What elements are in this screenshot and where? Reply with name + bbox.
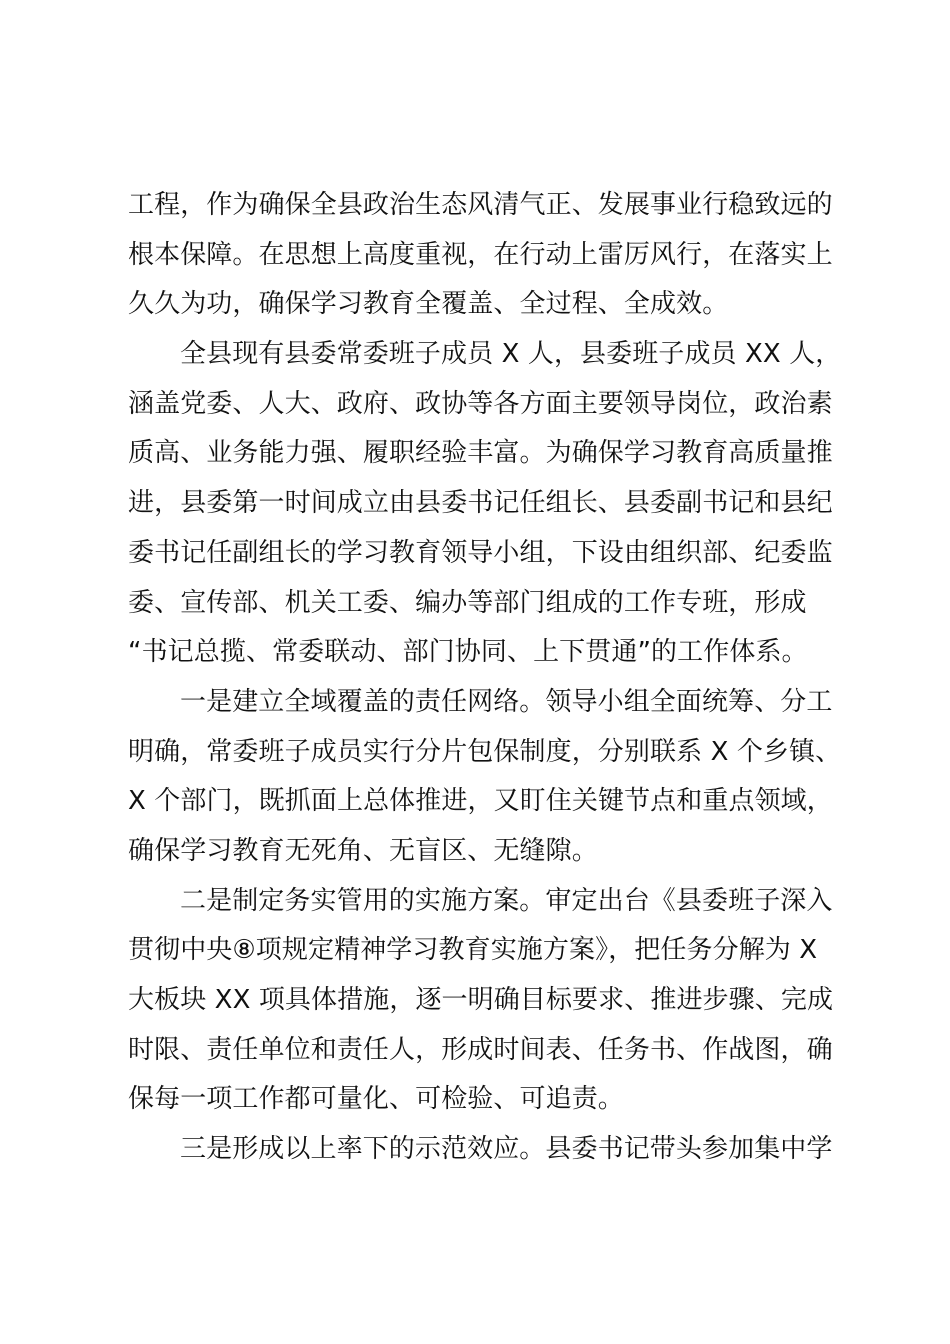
text-line: 大板块 XX 项具体措施，逐一明确目标要求、推进步骤、完成 [128, 985, 834, 1015]
text-line: 委、宣传部、机关工委、编办等部门组成的工作专班，形成 [128, 587, 807, 618]
text-line: 委书记任副组长的学习教育领导小组，下设由组织部、纪委监 [128, 537, 833, 568]
text-line: 全县现有县委常委班子成员 X 人，县委班子成员 XX 人， [180, 339, 842, 370]
text-line: 一是建立全域覆盖的责任网络。领导小组全面统筹、分工 [180, 686, 833, 717]
text-line: 时限、责任单位和责任人，形成时间表、任务书、作战图，确 [128, 1034, 833, 1065]
text-line: 确保学习教育无死角、无盲区、无缝隙。 [128, 835, 598, 866]
text-line: 保每一项工作都可量化、可检验、可追责。 [128, 1084, 624, 1115]
text-line: 质高、业务能力强、履职经验丰富。为确保学习教育高质量推 [128, 438, 833, 469]
text-line: 涵盖党委、人大、政府、政协等各方面主要领导岗位，政治素 [128, 388, 833, 419]
text-line: “书记总揽、常委联动、部门协同、上下贯通”的工作体系。 [128, 637, 808, 668]
text-line: 久久为功，确保学习教育全覆盖、全过程、全成效。 [128, 289, 729, 320]
text-line: X 个部门，既抓面上总体推进，又盯住关键节点和重点领域， [128, 786, 833, 817]
text-line: 二是制定务实管用的实施方案。审定出台《县委班子深入 [180, 885, 833, 916]
text-line: 进，县委第一时间成立由县委书记任组长、县委副书记和县纪 [128, 488, 833, 519]
text-line: 贯彻中央⑧项规定精神学习教育实施方案》，把任务分解为 X [128, 935, 818, 966]
document-body [128, 181, 842, 1175]
text-line: 根本保障。在思想上高度重视，在行动上雷厉风行，在落实上 [128, 239, 833, 270]
text-line: 三是形成以上率下的示范效应。县委书记带头参加集中学 [180, 1134, 833, 1165]
text-line: 明确，常委班子成员实行分片包保制度，分别联系 X 个乡镇、 [128, 736, 842, 767]
text-line: 工程，作为确保全县政治生态风清气正、发展事业行稳致远的 [128, 190, 833, 220]
